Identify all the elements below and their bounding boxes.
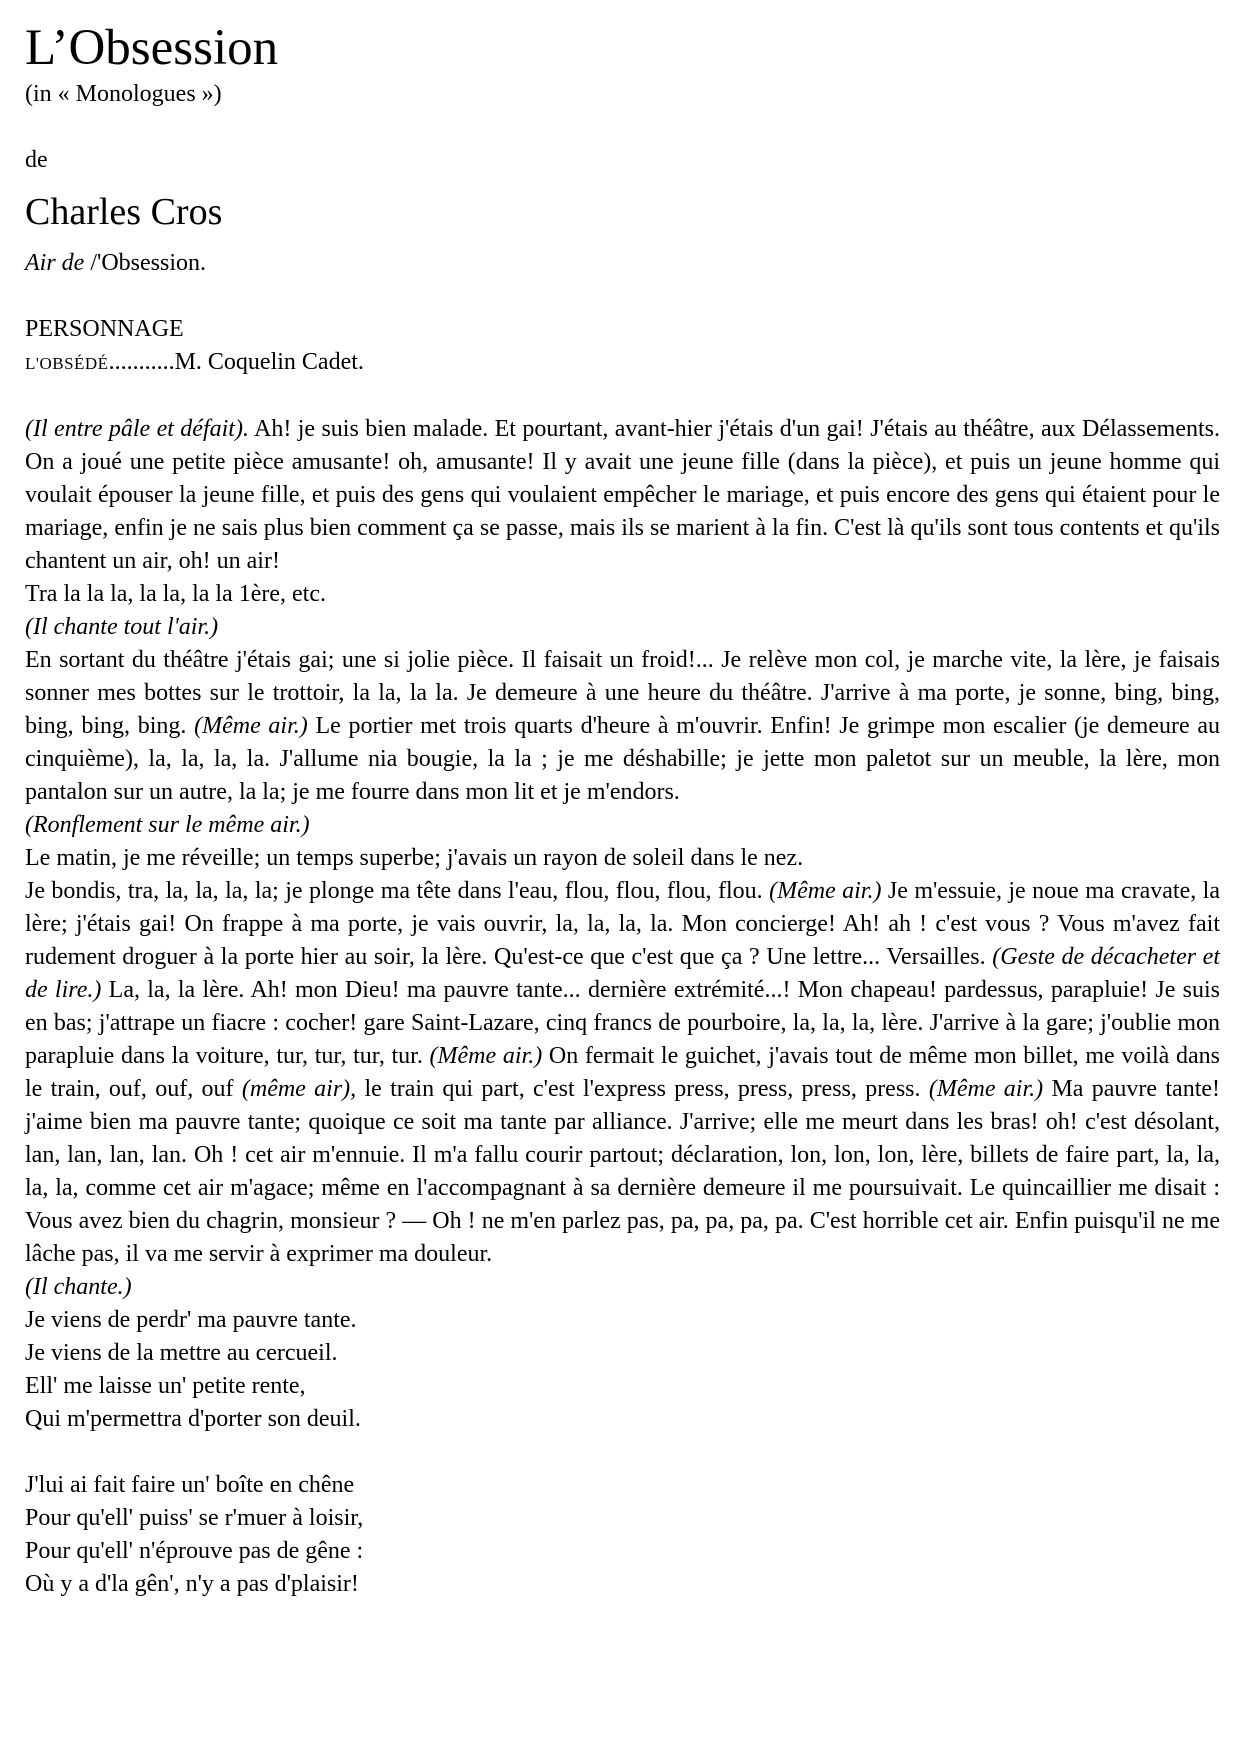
verse-line: Où y a d'la gên', n'y a pas d'plaisir!	[25, 1571, 359, 1597]
verse-line: Ell' me laisse un' petite rente,	[25, 1373, 306, 1399]
stage-direction	[25, 611, 1220, 644]
morning-line: Le matin, je me réveille; un temps superbe; j'avais un rayon de soleil dans le nez.	[25, 845, 804, 871]
air-line	[25, 247, 1220, 280]
song-stanza-1	[25, 1304, 1220, 1436]
page-title: L’Obsession	[25, 20, 279, 76]
verse-line: Pour qu'ell' puiss' se r'muer à loisir,	[25, 1505, 364, 1531]
paragraph-text: La, la, la lère. Ah! mon Dieu! ma pauvre tante... dernière extrémité...! Mon chapeau! pardessus, parapluie! Je suis en bas; j'attrape un fiacre : cocher! gare Saint-Lazare, cinq francs de pourboire, la, la, la, lère. J'arrive à la gare; j'oublie mon parapluie dans la voiture, tur, tur, tur, tur.	[25, 977, 1220, 1069]
spacer	[25, 380, 1220, 413]
author-name: Charles Cros	[25, 191, 223, 233]
stage-direction: (Même air.)	[928, 1076, 1044, 1102]
stage-direction: (Même air.)	[194, 713, 308, 739]
role-name: L'OBSÉDÉ	[25, 354, 109, 373]
song-stanza-2	[25, 1469, 1220, 1601]
paragraph-3	[25, 875, 1220, 1271]
document-page	[25, 18, 1220, 1601]
verse-line: Pour qu'ell' n'éprouve pas de gêne :	[25, 1538, 364, 1564]
paragraph-2	[25, 644, 1220, 809]
paragraph-text: Je bondis, tra, la, la, la, la; je plonge ma tête dans l'eau, flou, flou, flou, flou.	[25, 878, 770, 904]
spacer	[25, 111, 1220, 144]
verse-line: Je viens de perdr' ma pauvre tante.	[25, 1307, 357, 1333]
cast-role	[25, 346, 1220, 380]
stage-direction: (Il entre pâle et défait).	[25, 416, 249, 442]
verse-line: Qui m'permettra d'porter son deuil.	[25, 1406, 361, 1432]
paragraph-text: Ah! je suis bien malade. Et pourtant, avant-hier j'étais d'un gai! J'étais au théâtre, aux Délassements. On a joué une petite pièce amusante! oh, amusante! Il y avait une jeune fille (dans la pièce), et puis un jeune homme qui voulait épouser la jeune fille, et puis des gens qui voulaient empêcher le mariage, et puis encore des gens qui étaient pour le mariage, enfin je ne sais plus bien comment ça se passe, mais ils se marient à la fin. C'est là qu'ils sont tous contents et qu'ils chantent un air, oh! un air!	[25, 416, 1220, 574]
verse-line: Je viens de la mettre au cercueil.	[25, 1340, 338, 1366]
paragraph-text: Je m'essuie, je noue ma cravate, la lère; j'étais gai! On frappe à ma porte, je vais ouvrir, la, la, la, la. Mon concierge! Ah! ah ! c'est vous ? Vous m'avez fait rudement droguer à la porte hier au soir, la lère. Qu'est-ce que c'est que ça ? Une lettre... Versailles.	[25, 878, 1220, 970]
stage-direction: (Geste de décacheter et de lire.)	[25, 944, 1220, 1003]
stage-direction	[25, 1271, 1220, 1304]
paragraph-text: On fermait le guichet, j'avais tout de même mon billet, me voilà dans le train, ouf, ouf, ouf	[25, 1043, 1220, 1102]
paragraph-text: Le portier met trois quarts d'heure à m'ouvrir. Enfin! Je grimpe mon escalier (je demeure au cinquième), la, la, la, la. J'allume nia bougie, la la ; je me déshabille; je jette mon paletot sur un meuble, la lère, mon pantalon sur un autre, la la; je me fourre dans mon lit et je m'endors.	[25, 713, 1220, 805]
paragraph-1	[25, 413, 1220, 578]
air-rest: /'Obsession.	[84, 250, 206, 276]
stage-direction-text: (Il chante.)	[25, 1274, 132, 1300]
stage-direction: (Même air.)	[769, 878, 882, 904]
spacer	[25, 177, 1220, 189]
paragraph-text: le train qui part, c'est l'express press, press, press, press.	[356, 1076, 929, 1102]
tra-line: Tra la la la, la la, la la 1ère, etc.	[25, 581, 326, 607]
stage-direction-text: (Ronflement sur le même air.)	[25, 812, 310, 838]
role-actor: ...........M. Coquelin Cadet.	[108, 349, 364, 375]
stage-direction-text: (Il chante tout l'air.)	[25, 614, 219, 640]
spacer	[25, 1436, 1220, 1469]
spacer	[25, 235, 1220, 247]
stage-direction	[25, 809, 1220, 842]
paragraph-text: Ma pauvre tante! j'aime bien ma pauvre tante; quoique ce soit ma tante par alliance. J'arrive; elle me meurt dans les bras! oh! c'est désolant, lan, lan, lan, lan. Oh ! cet air m'ennuie. Il m'a fallu courir partout; déclaration, lon, lon, lon, lère, billets de faire part, la, la, la, la, comme cet air m'agace; même en l'accompagnant à sa dernière demeure il me poursuivait. Le quincaillier me disait : Vous avez bien du chagrin, monsieur ? — Oh ! ne m'en parlez pas, pa, pa, pa, pa. C'est horrible cet air. Enfin puisqu'il ne me lâche pas, il va me servir à exprimer ma douleur.	[25, 1076, 1221, 1267]
by-line: de	[25, 147, 48, 173]
spacer	[25, 280, 1220, 313]
cast-heading: PERSONNAGE	[25, 316, 184, 342]
stage-direction: (même air),	[241, 1076, 357, 1102]
page-subtitle: (in « Monologues »)	[25, 81, 222, 107]
stage-direction: (Même air.)	[429, 1043, 543, 1069]
verse-line: J'lui ai fait faire un' boîte en chêne	[25, 1472, 355, 1498]
air-italic: Air de	[25, 250, 85, 276]
paragraph-text: En sortant du théâtre j'étais gai; une si jolie pièce. Il faisait un froid!... Je relève mon col, je marche vite, la lère, je faisais sonner mes bottes sur le trottoir, la la, la la. Je demeure à une heure du théâtre. J'arrive à ma porte, je sonne, bing, bing, bing, bing, bing.	[25, 647, 1220, 739]
